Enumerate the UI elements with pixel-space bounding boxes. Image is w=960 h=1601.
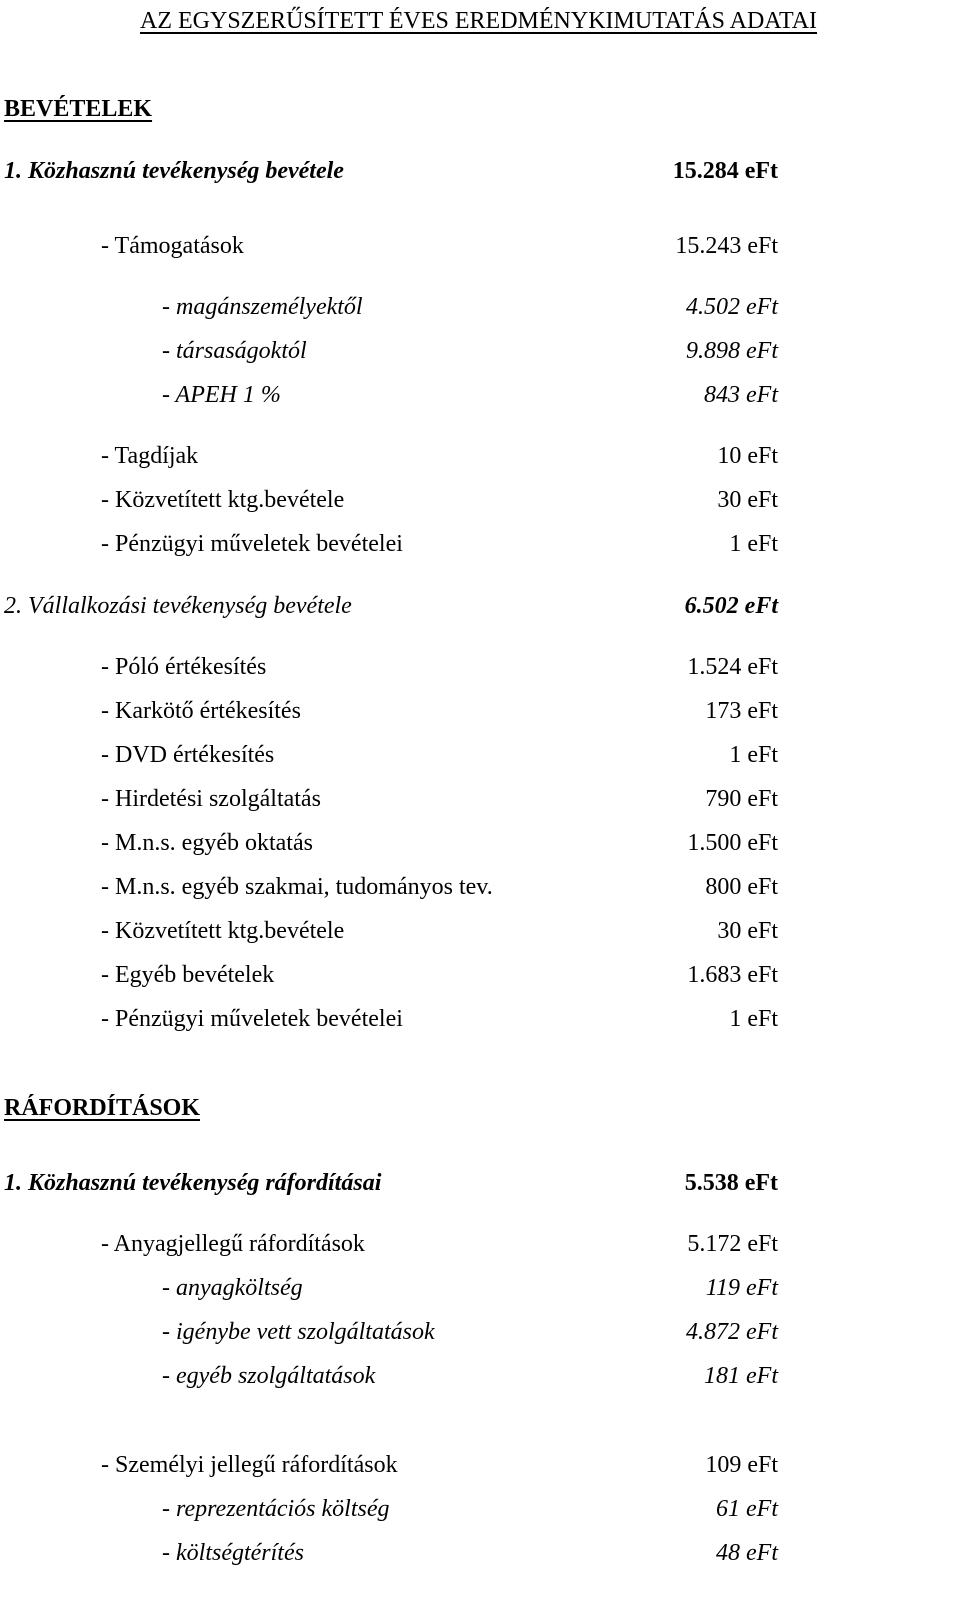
row-amount: 6.502 eFt bbox=[684, 593, 778, 619]
row-amount: 1 eFt bbox=[729, 742, 778, 768]
row-label: - Személyi jellegű ráfordítások bbox=[101, 1452, 398, 1478]
expense-row-personnel bbox=[0, 1448, 960, 1482]
row-amount: 10 eFt bbox=[717, 443, 778, 469]
income-row-apeh bbox=[0, 378, 960, 412]
row-label: 1. Közhasznú tevékenység ráfordításai bbox=[4, 1170, 382, 1196]
row-amount: 1.524 eFt bbox=[687, 654, 778, 680]
income-row-mediated-costs-business bbox=[0, 914, 960, 948]
income-row-mediated-costs bbox=[0, 483, 960, 517]
income-row-tshirt-sales bbox=[0, 650, 960, 684]
row-label: - reprezentációs költség bbox=[162, 1496, 390, 1522]
row-label: - Közvetített ktg.bevétele bbox=[101, 487, 345, 513]
expenses-heading: RÁFORDÍTÁSOK bbox=[4, 1095, 201, 1121]
income-row-grants bbox=[0, 229, 960, 263]
row-label: - magánszemélyektől bbox=[162, 294, 363, 320]
expense-row-reimbursement bbox=[0, 1536, 960, 1570]
row-label: - Anyagjellegű ráfordítások bbox=[101, 1231, 365, 1257]
row-label: - M.n.s. egyéb szakmai, tudományos tev. bbox=[101, 874, 493, 900]
income-row-advertising bbox=[0, 782, 960, 816]
income-row-individuals bbox=[0, 290, 960, 324]
row-label: - társaságoktól bbox=[162, 338, 307, 364]
income-row-membership-fees bbox=[0, 439, 960, 473]
expense-row-public-benefit-total bbox=[0, 1166, 960, 1200]
row-label: - Hirdetési szolgáltatás bbox=[101, 786, 321, 812]
row-label: 1. Közhasznú tevékenység bevétele bbox=[4, 158, 344, 184]
row-amount: 790 eFt bbox=[705, 786, 778, 812]
row-amount: 4.502 eFt bbox=[686, 294, 778, 320]
row-label: - igénybe vett szolgáltatások bbox=[162, 1319, 435, 1345]
income-heading: BEVÉTELEK bbox=[4, 96, 153, 122]
row-amount: 109 eFt bbox=[705, 1452, 778, 1478]
income-row-financial-business bbox=[0, 1002, 960, 1036]
row-amount: 119 eFt bbox=[705, 1275, 778, 1301]
expense-row-material-costs bbox=[0, 1271, 960, 1305]
row-amount: 48 eFt bbox=[716, 1540, 778, 1566]
row-label: 2. Vállalkozási tevékenység bevétele bbox=[4, 593, 352, 619]
income-row-education bbox=[0, 826, 960, 860]
row-amount: 30 eFt bbox=[717, 487, 778, 513]
expense-row-services-used bbox=[0, 1315, 960, 1349]
row-amount: 9.898 eFt bbox=[686, 338, 778, 364]
row-label: - M.n.s. egyéb oktatás bbox=[101, 830, 313, 856]
row-label: - DVD értékesítés bbox=[101, 742, 275, 768]
row-label: - Karkötő értékesítés bbox=[101, 698, 301, 724]
income-row-companies bbox=[0, 334, 960, 368]
row-amount: 1 eFt bbox=[729, 1006, 778, 1032]
expense-row-other-services bbox=[0, 1359, 960, 1393]
income-row-financial bbox=[0, 527, 960, 561]
row-label: - Póló értékesítés bbox=[101, 654, 267, 680]
row-amount: 843 eFt bbox=[704, 382, 778, 408]
expense-row-material bbox=[0, 1227, 960, 1261]
row-label: - Támogatások bbox=[101, 233, 244, 259]
row-label: - anyagköltség bbox=[162, 1275, 303, 1301]
row-label: - Pénzügyi műveletek bevételei bbox=[101, 531, 403, 557]
row-label: - Pénzügyi műveletek bevételei bbox=[101, 1006, 403, 1032]
row-amount: 4.872 eFt bbox=[686, 1319, 778, 1345]
row-amount: 1 eFt bbox=[729, 531, 778, 557]
row-label: - költségtérítés bbox=[162, 1540, 304, 1566]
income-row-other bbox=[0, 958, 960, 992]
row-amount: 30 eFt bbox=[717, 918, 778, 944]
income-row-business-total bbox=[0, 589, 960, 623]
row-label: - APEH 1 % bbox=[162, 382, 281, 408]
row-amount: 15.243 eFt bbox=[675, 233, 778, 259]
row-amount: 61 eFt bbox=[716, 1496, 778, 1522]
row-label: - egyéb szolgáltatások bbox=[162, 1363, 376, 1389]
row-label: - Tagdíjak bbox=[101, 443, 199, 469]
income-row-public-benefit-total bbox=[0, 154, 960, 188]
row-label: - Egyéb bevételek bbox=[101, 962, 275, 988]
expense-row-representation bbox=[0, 1492, 960, 1526]
row-amount: 15.284 eFt bbox=[672, 158, 778, 184]
row-amount: 5.172 eFt bbox=[687, 1231, 778, 1257]
income-row-bracelet-sales bbox=[0, 694, 960, 728]
row-amount: 181 eFt bbox=[704, 1363, 778, 1389]
row-amount: 1.500 eFt bbox=[687, 830, 778, 856]
row-amount: 1.683 eFt bbox=[687, 962, 778, 988]
row-label: - Közvetített ktg.bevétele bbox=[101, 918, 345, 944]
page-title: AZ EGYSZERŰSÍTETT ÉVES EREDMÉNYKIMUTATÁS ADATAI bbox=[140, 8, 818, 34]
income-row-scientific bbox=[0, 870, 960, 904]
row-amount: 800 eFt bbox=[705, 874, 778, 900]
row-amount: 5.538 eFt bbox=[684, 1170, 778, 1196]
income-row-dvd-sales bbox=[0, 738, 960, 772]
row-amount: 173 eFt bbox=[705, 698, 778, 724]
